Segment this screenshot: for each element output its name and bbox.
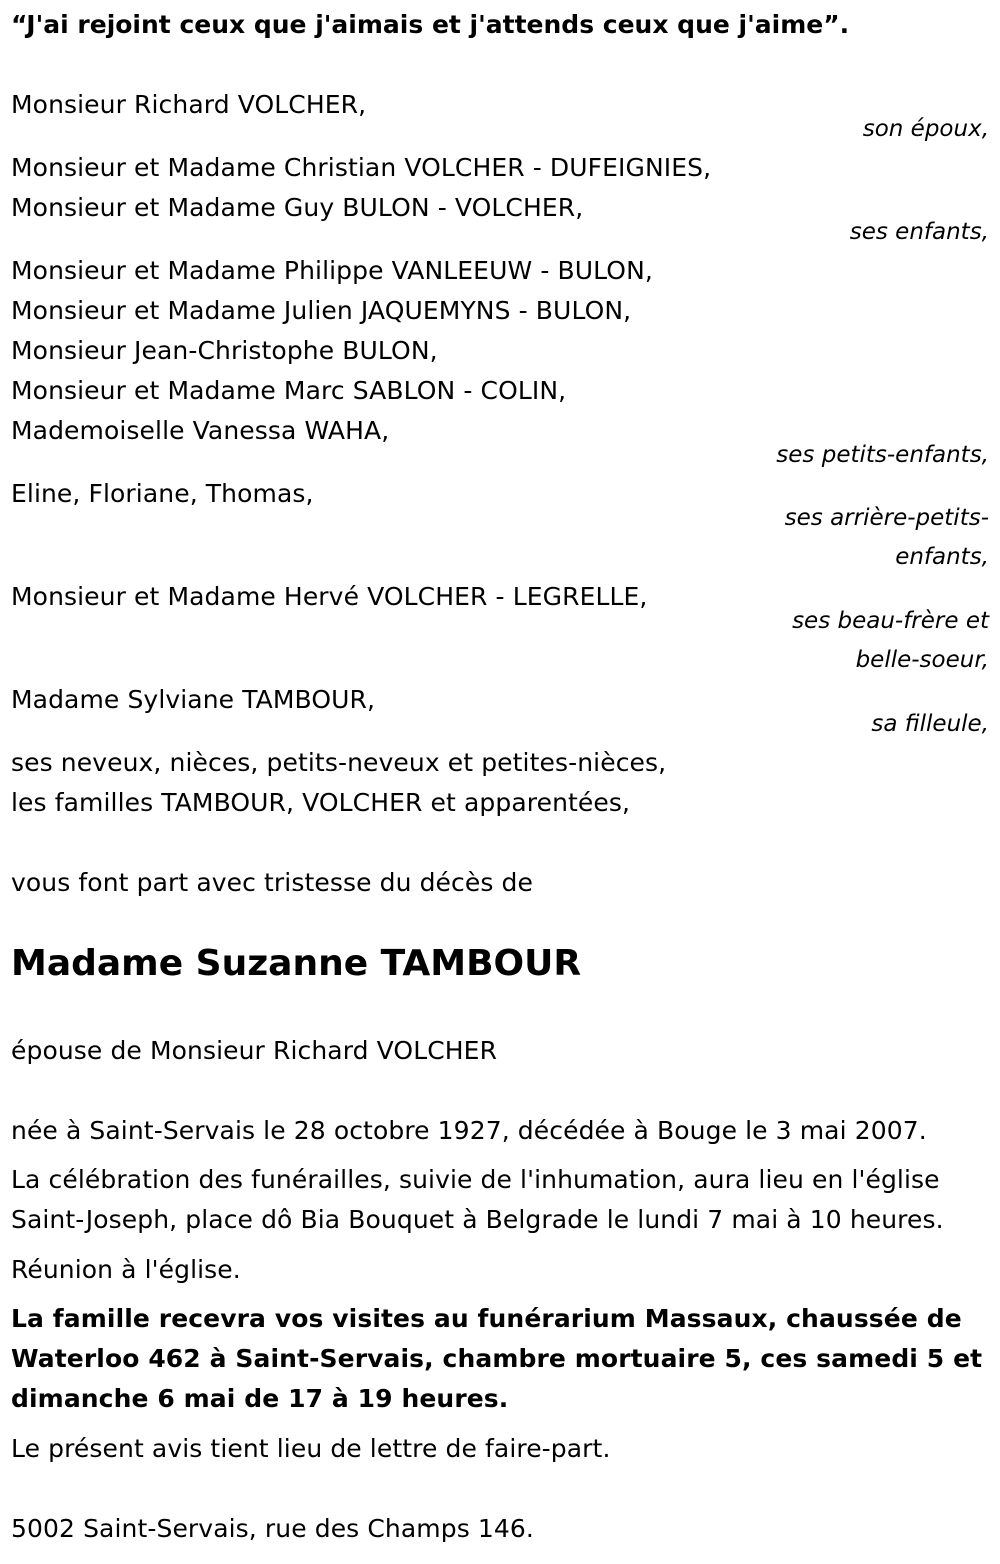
family-name-line: Monsieur et Madame Christian VOLCHER - DUFEIGNIES,	[11, 153, 712, 182]
relatives-line: les familles TAMBOUR, VOLCHER et apparentées,	[11, 788, 631, 817]
funeral-line: La célébration des funérailles, suivie de l'inhumation, aura lieu en l'église	[11, 1165, 940, 1194]
family-name-line: Monsieur et Madame Hervé VOLCHER - LEGRELLE,	[11, 582, 648, 611]
deceased-name: Madame Suzanne TAMBOUR	[11, 943, 582, 984]
visits-line: Waterloo 462 à Saint-Servais, chambre mortuaire 5, ces samedi 5 et	[11, 1344, 983, 1373]
relation-label: ses petits-enfants,	[776, 442, 989, 468]
family-name-line: Monsieur et Madame Guy BULON - VOLCHER,	[11, 193, 584, 222]
epigraph-quote: “J'ai rejoint ceux que j'aimais et j'attends ceux que j'aime”.	[11, 10, 850, 39]
relation-label: ses enfants,	[849, 219, 989, 245]
announcement-text: vous font part avec tristesse du décès de	[11, 868, 533, 897]
relation-label: son époux,	[862, 116, 989, 142]
visits-line: La famille recevra vos visites au funérarium Massaux, chaussée de	[11, 1304, 962, 1333]
birth-death-line: née à Saint-Servais le 28 octobre 1927, décédée à Bouge le 3 mai 2007.	[11, 1116, 927, 1145]
family-name-line: Monsieur et Madame Philippe VANLEEUW - BULON,	[11, 256, 653, 285]
notice-line: Le présent avis tient lieu de lettre de faire-part.	[11, 1434, 611, 1463]
family-name-line: Monsieur Richard VOLCHER,	[11, 90, 367, 119]
spouse-line: épouse de Monsieur Richard VOLCHER	[11, 1036, 498, 1065]
relation-label: sa filleule,	[871, 711, 989, 737]
meeting-line: Réunion à l'église.	[11, 1255, 241, 1284]
family-name-line: Monsieur et Madame Julien JAQUEMYNS - BULON,	[11, 296, 632, 325]
address-line: 5002 Saint-Servais, rue des Champs 146.	[11, 1514, 534, 1543]
visits-line: dimanche 6 mai de 17 à 19 heures.	[11, 1384, 509, 1413]
relatives-line: ses neveux, nièces, petits-neveux et petites-nièces,	[11, 748, 667, 777]
relation-label: enfants,	[895, 544, 989, 570]
family-name-line: Monsieur et Madame Marc SABLON - COLIN,	[11, 376, 567, 405]
family-name-line: Madame Sylviane TAMBOUR,	[11, 685, 376, 714]
relation-label: ses arrière-petits-	[784, 505, 989, 531]
family-name-line: Monsieur Jean-Christophe BULON,	[11, 336, 438, 365]
relation-label: belle-soeur,	[855, 647, 989, 673]
family-name-line: Eline, Floriane, Thomas,	[11, 479, 314, 508]
relation-label: ses beau-frère et	[792, 608, 989, 634]
family-name-line: Mademoiselle Vanessa WAHA,	[11, 416, 390, 445]
funeral-line: Saint-Joseph, place dô Bia Bouquet à Belgrade le lundi 7 mai à 10 heures.	[11, 1205, 944, 1234]
